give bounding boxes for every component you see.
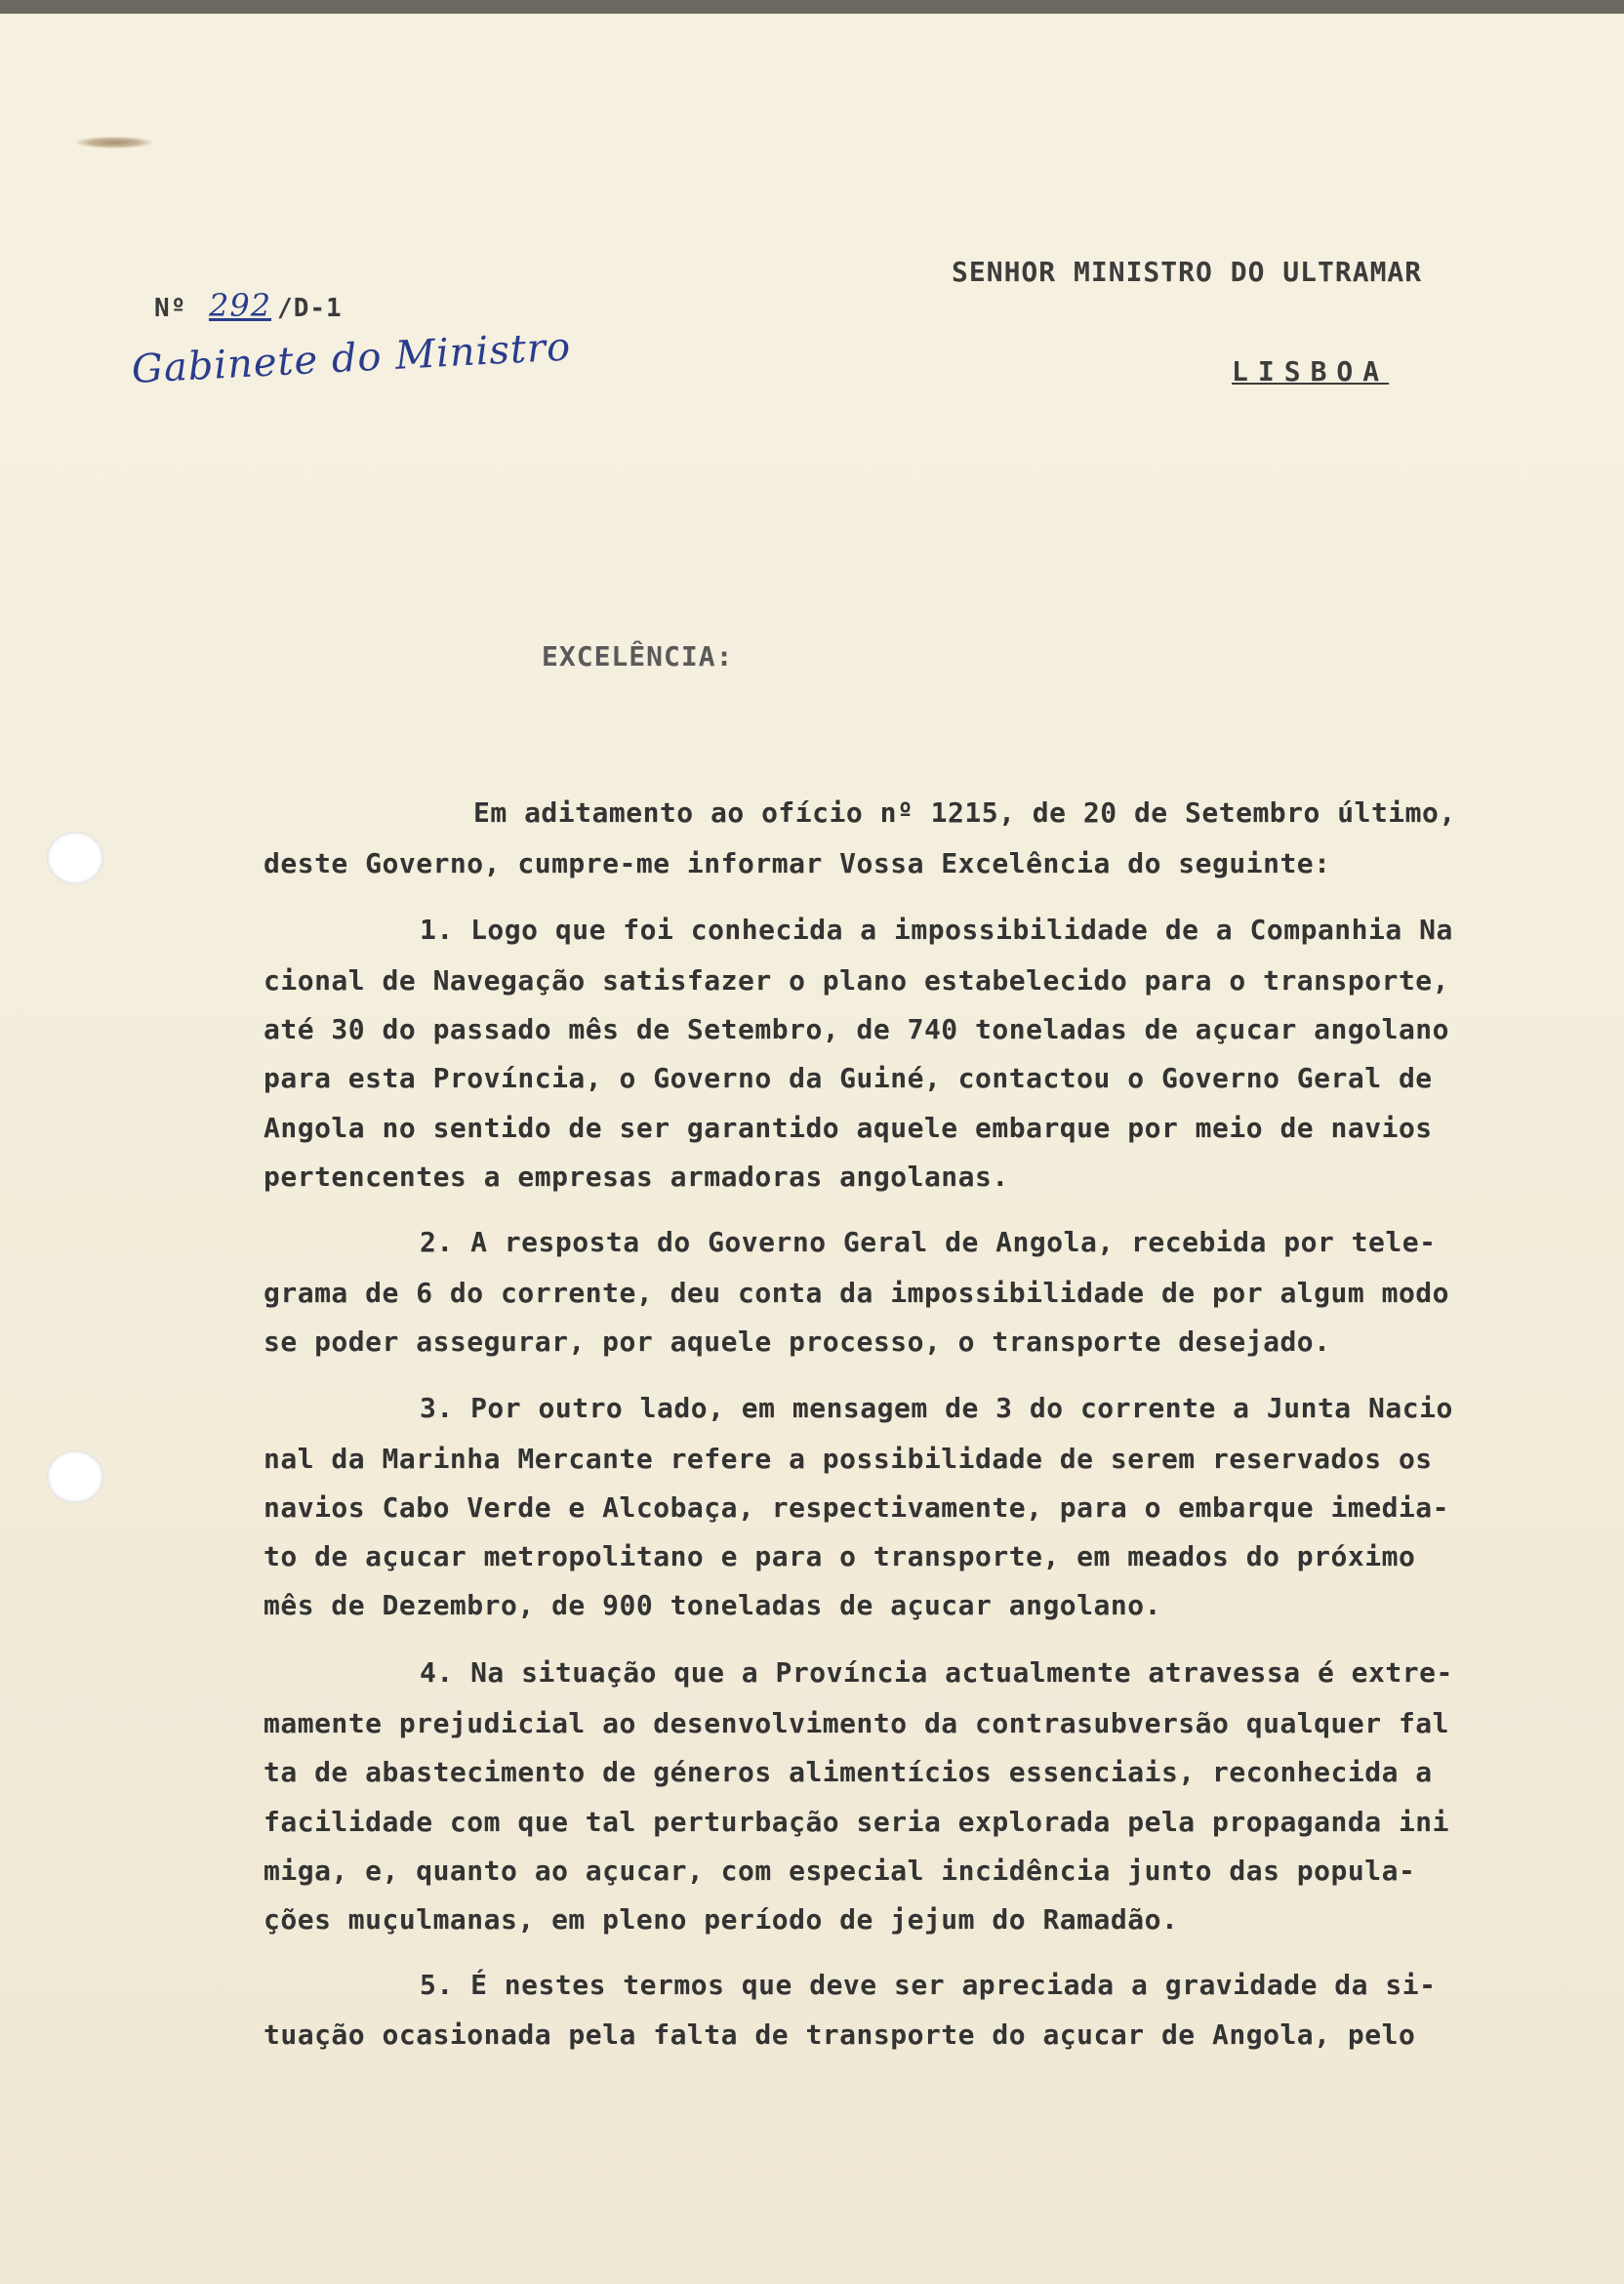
- body-line: 2. A resposta do Governo Geral de Angola, recebida por tele-: [420, 1226, 1437, 1258]
- body-line: deste Governo, cumpre-me informar Vossa Excelência do seguinte:: [264, 847, 1331, 879]
- body-line: 1. Logo que foi conhecida a impossibilidade de a Companhia Na: [420, 914, 1453, 946]
- body-line: facilidade com que tal perturbação seria explorada pela propaganda ini: [264, 1806, 1450, 1838]
- body-line: 4. Na situação que a Província actualmente atravessa é extre-: [420, 1656, 1453, 1689]
- body-line: tuação ocasionada pela falta de transporte do açucar de Angola, pelo: [264, 2019, 1416, 2051]
- paper-damage: [76, 137, 152, 148]
- body-line: Em aditamento ao ofício nº 1215, de 20 de Setembro último,: [473, 796, 1456, 829]
- body-line: mamente prejudicial ao desenvolvimento da contrasubversão qualquer fal: [264, 1707, 1450, 1739]
- city: LISBOA: [1232, 355, 1390, 387]
- body-line: grama de 6 do corrente, deu conta da impossibilidade de por algum modo: [264, 1277, 1450, 1309]
- ref-suffix: /D-1: [277, 294, 343, 323]
- body-line: to de açucar metropolitano e para o transporte, em meados do próximo: [264, 1540, 1416, 1572]
- body-line: miga, e, quanto ao açucar, com especial incidência junto das popula-: [264, 1855, 1416, 1887]
- body-line: 5. É nestes termos que deve ser apreciada a gravidade da si-: [420, 1969, 1437, 2001]
- ref-prefix: Nº: [154, 294, 187, 323]
- body-line: se poder assegurar, por aquele processo, o transporte desejado.: [264, 1326, 1331, 1358]
- body-line: cional de Navegação satisfazer o plano estabelecido para o transporte,: [264, 964, 1450, 997]
- addressee: SENHOR MINISTRO DO ULTRAMAR: [952, 256, 1423, 288]
- reference-number: [154, 287, 343, 324]
- body-line: Angola no sentido de ser garantido aquele embarque por meio de navios: [264, 1112, 1433, 1144]
- body-line: ções muçulmanas, em pleno período de jejum do Ramadão.: [264, 1903, 1179, 1936]
- body-line: pertencentes a empresas armadoras angolanas.: [264, 1161, 1009, 1193]
- body-line: para esta Província, o Governo da Guiné, contactou o Governo Geral de: [264, 1062, 1433, 1094]
- body-line: até 30 do passado mês de Setembro, de 740 toneladas de açucar angolano: [264, 1013, 1450, 1045]
- punch-hole-top: [47, 832, 103, 884]
- punch-hole-bottom: [47, 1450, 103, 1503]
- body-line: nal da Marinha Mercante refere a possibilidade de serem reservados os: [264, 1443, 1433, 1475]
- handwritten-note: Gabinete do Ministro: [130, 324, 573, 392]
- body-line: 3. Por outro lado, em mensagem de 3 do corrente a Junta Nacio: [420, 1392, 1453, 1424]
- body-line: mês de Dezembro, de 900 toneladas de açucar angolano.: [264, 1589, 1161, 1621]
- ref-number-handwritten: 292: [208, 287, 272, 324]
- body-line: navios Cabo Verde e Alcobaça, respectivamente, para o embarque imedia-: [264, 1491, 1450, 1524]
- salutation: EXCELÊNCIA:: [542, 640, 734, 673]
- body-line: ta de abastecimento de géneros alimentícios essenciais, reconhecida a: [264, 1756, 1433, 1788]
